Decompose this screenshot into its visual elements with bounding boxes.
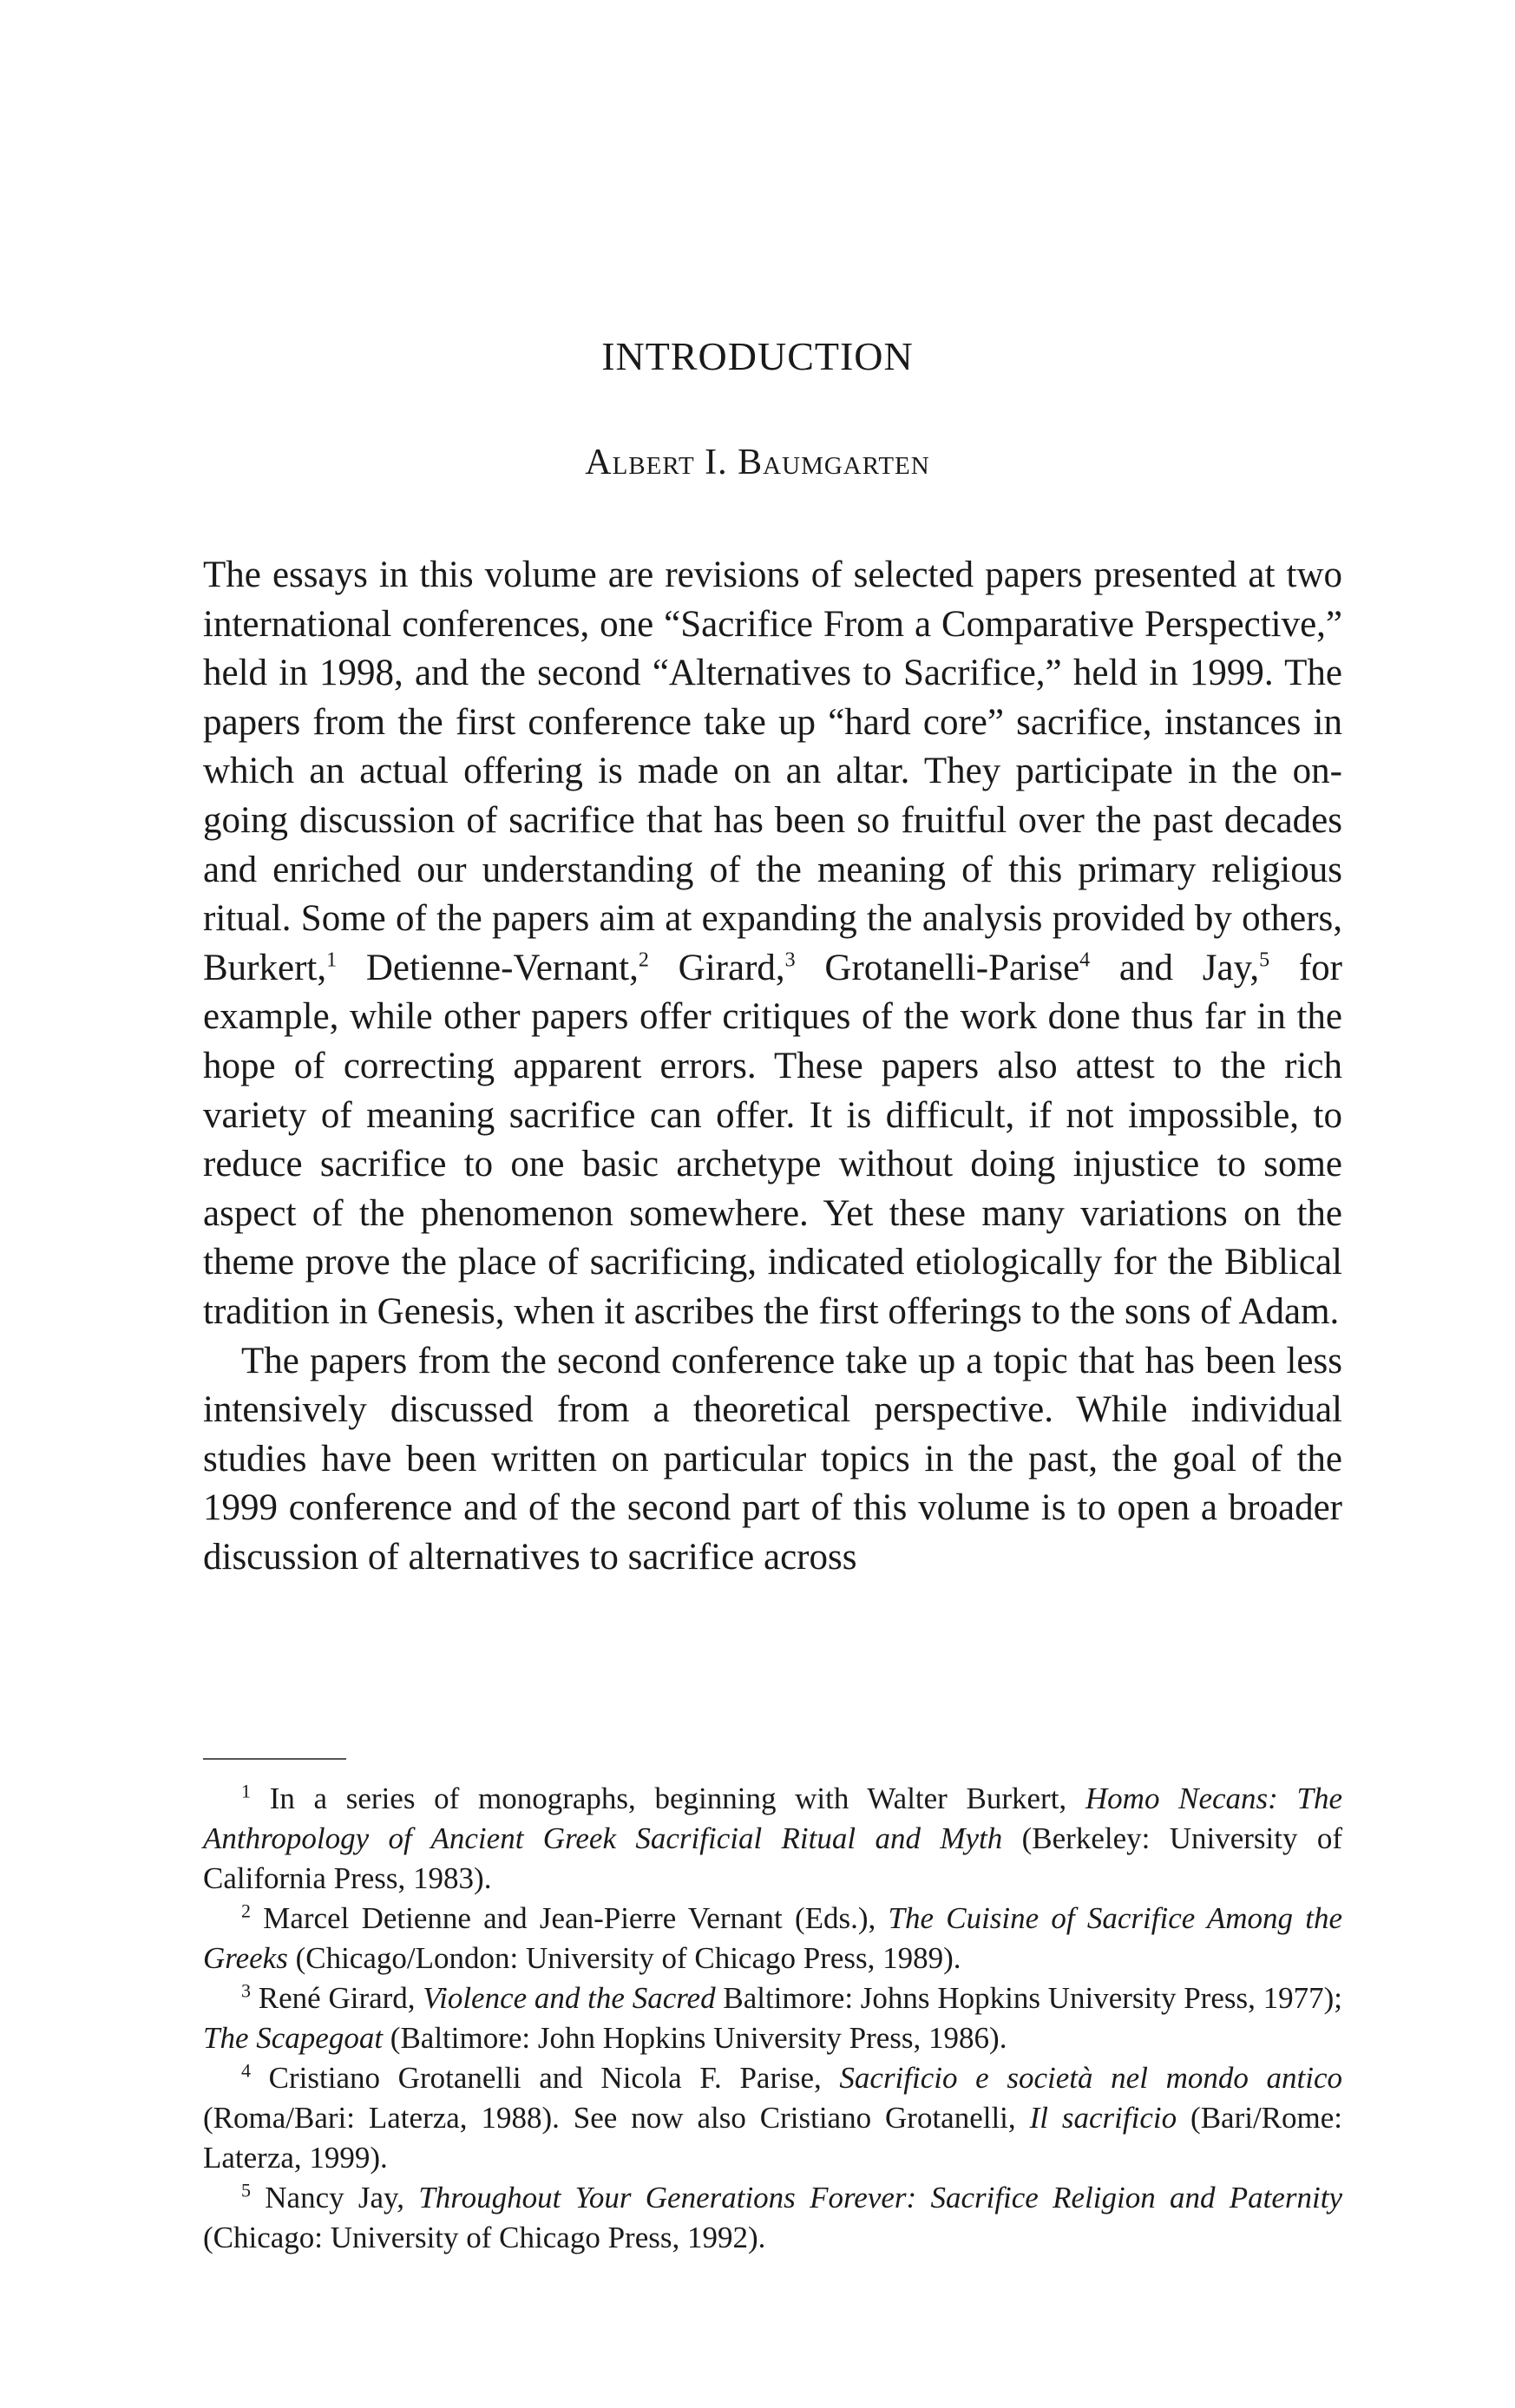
footnote-1: [203, 1779, 1342, 1899]
footnote-text: In a series of monographs, beginning with Walter Burkert,: [269, 1781, 1085, 1815]
footnote-5: [203, 2178, 1342, 2258]
footnote-number: 4: [241, 2059, 251, 2082]
paragraph-1-text: The essays in this volume are revisions of selected papers presented at two international conferences, one “Sacrifice From a Comparative Perspective,” held in 1998, and the second “Alternatives to Sacrifice,” held in 1999. The papers from the first conference take up “hard core” sacrifice, instances in which an actual offering is made on an altar. They participate in the on-going discussion of sacrifice that has been so fruitful over the past decades and enriched our understanding of the meaning of this primary religious ritual. Some of the papers aim at expanding the analysis provided by others, Burkert,: [203, 554, 1342, 988]
footnotes: [203, 1779, 1342, 2258]
footnote-number: 2: [241, 1899, 251, 1922]
footnote-ref-3: 3: [784, 948, 796, 972]
chapter-author: Albert I. Baumgarten: [585, 443, 930, 482]
footnote-4: [203, 2058, 1342, 2178]
footnote-text: (Chicago: University of Chicago Press, 1992).: [203, 2221, 766, 2254]
footnote-3: [203, 1978, 1342, 2058]
paragraph-1: [203, 551, 1342, 1337]
paragraph-1-text: Detienne-Vernant,: [337, 947, 639, 988]
paragraph-2: The papers from the second conference take up a topic that has been less intensively discussed from a theoretical perspective. While individual studies have been written on particular topics in the past, the goal of the 1999 conference and of the second part of this volume is to open a broader discussion of alternatives to sacrifice across: [203, 1340, 1342, 1578]
footnote-ref-4: 4: [1079, 948, 1091, 972]
paragraph-1-text: Girard,: [648, 947, 785, 988]
footnote-text: (Baltimore: John Hopkins University Press, 1986).: [383, 2021, 1007, 2055]
paragraph-1-text: Grotanelli-Parise: [795, 947, 1080, 988]
footnote-title: Il sacrificio: [1029, 2101, 1177, 2135]
footnote-text: (Roma/Bari: Laterza, 1988). See now also Cristiano Grotanelli,: [203, 2101, 1030, 2135]
footnote-text: René Girard,: [258, 1981, 423, 2015]
footnote-text: Nancy Jay,: [265, 2181, 419, 2214]
footnote-text: (Chicago/London: University of Chicago Press, 1989).: [287, 1941, 961, 1975]
footnote-text: Marcel Detienne and Jean-Pierre Vernant (Eds.),: [263, 1901, 889, 1935]
footnote-number: 1: [241, 1780, 251, 1802]
footnote-text: Cristiano Grotanelli and Nicola F. Parise,: [268, 2061, 840, 2095]
paragraph-1-text: and Jay,: [1090, 947, 1260, 988]
footnote-ref-5: 5: [1259, 948, 1270, 972]
footnote-text: (Berkeley: University of California Press, 1983).: [203, 1821, 1343, 1895]
footnote-number: 5: [241, 2179, 251, 2201]
footnote-2: [203, 1899, 1342, 1978]
footnote-title: Sacrificio e società nel mondo antico: [839, 2061, 1343, 2095]
main-text: [203, 551, 1342, 1582]
footnote-ref-1: 1: [326, 948, 338, 972]
footnote-number: 3: [241, 1979, 251, 2002]
footnote-title: The Cuisine of Sacrifice Among the Greeks: [203, 1901, 1343, 1975]
footnote-title: The Scapegoat: [203, 2021, 384, 2055]
footnote-title: Violence and the Sacred: [423, 1981, 716, 2015]
footnote-title: Throughout Your Generations Forever: Sacrifice Religion and Paternity: [418, 2181, 1343, 2214]
footnote-text: Baltimore: Johns Hopkins University Press, 1977);: [715, 1981, 1343, 2015]
footnote-title: Homo Necans: The Anthropology of Ancient Greek Sacrificial Ritual and Myth: [203, 1781, 1343, 1855]
chapter-title: INTRODUCTION: [601, 334, 914, 378]
footnote-ref-2: 2: [638, 948, 649, 972]
footnote-text: (Bari/Rome: Laterza, 1999).: [203, 2101, 1343, 2175]
footnote-divider: [203, 1758, 346, 1760]
paragraph-1-text: for example, while other papers offer critiques of the work done thus far in the hope of correcting apparent errors. These papers also attest to the rich variety of meaning sacrifice can offer. It is difficult, if not impossible, to reduce sacrifice to one basic archetype without doing injustice to some aspect of the phenomenon somewhere. Yet these many variations on the theme prove the place of sacrificing, indicated etiologically for the Biblical tradition in Genesis, when it ascribes the first offerings to the sons of Adam.: [203, 947, 1342, 1332]
